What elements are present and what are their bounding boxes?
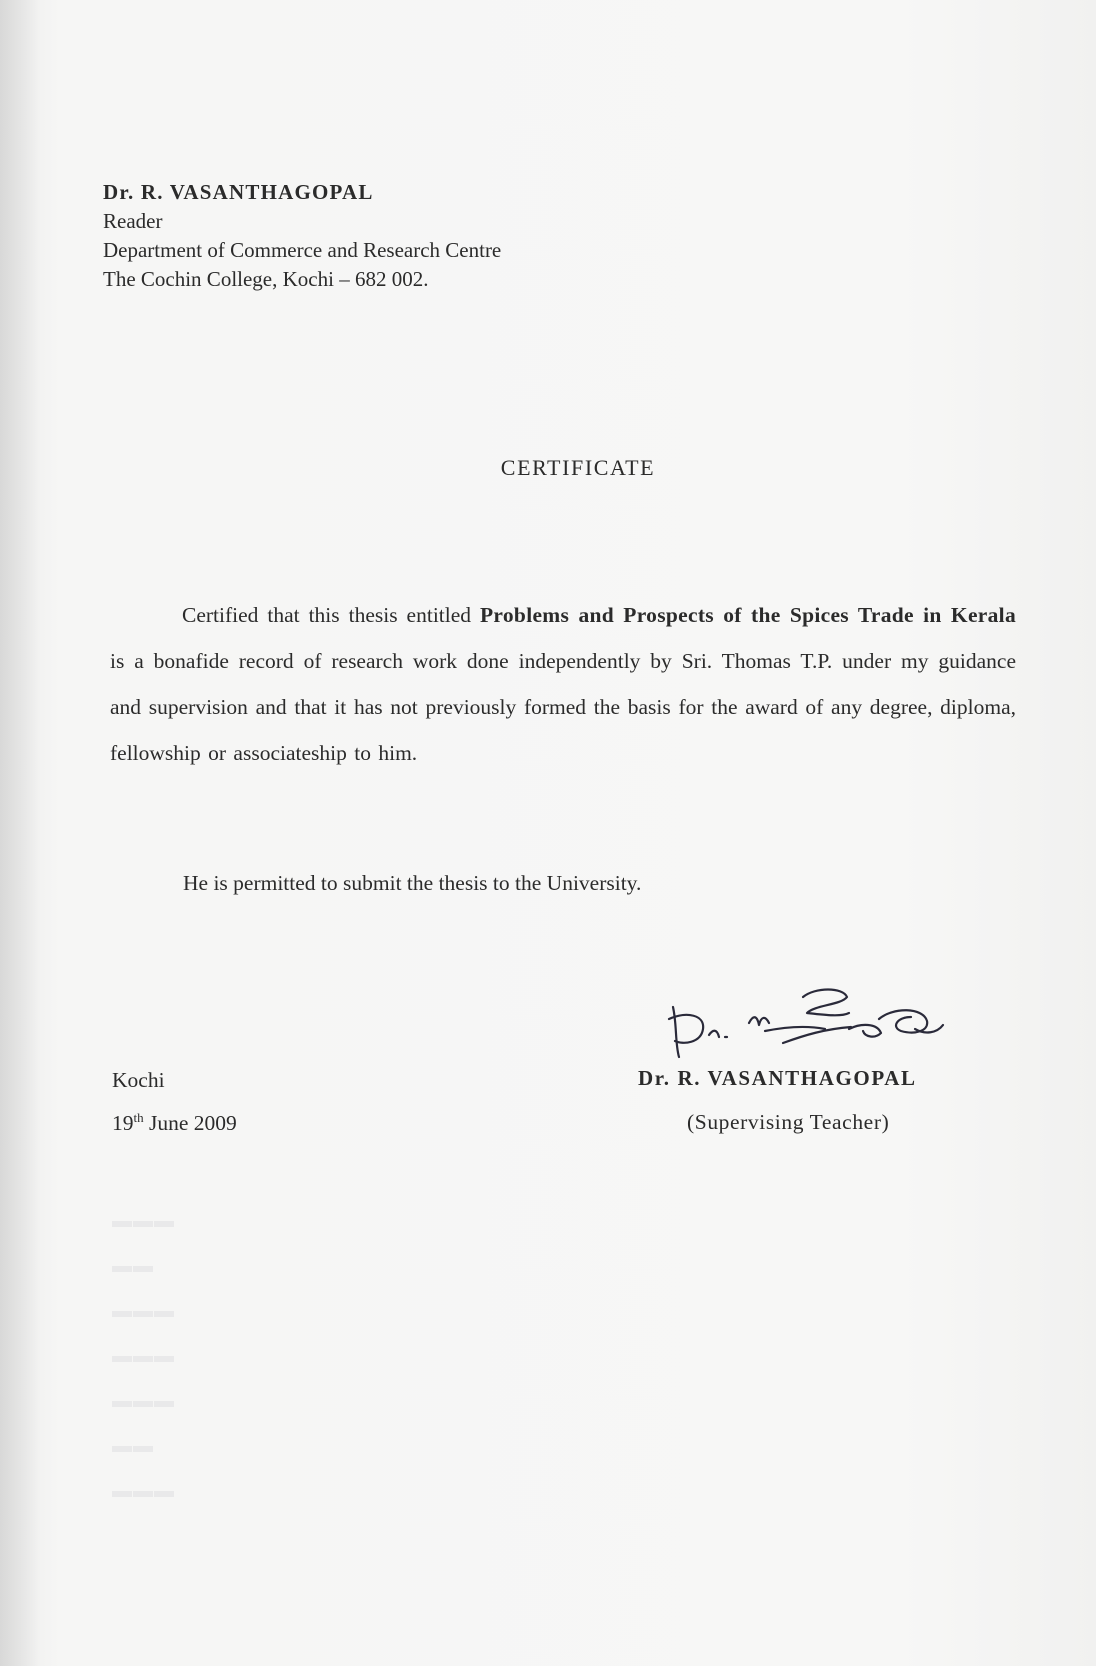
bleed-through-mark: ▬▬ <box>112 1255 154 1277</box>
author-department: Department of Commerce and Research Centre <box>103 238 502 262</box>
place: Kochi <box>112 1068 165 1092</box>
author-institution: The Cochin College, Kochi – 682 002. <box>103 267 429 291</box>
thesis-title: Problems and Prospects of the Spices Trade in Kerala <box>480 603 1017 627</box>
bleed-through-mark: ▬▬▬ <box>112 1390 175 1412</box>
letterhead <box>103 178 501 294</box>
paragraph-rest: is a bonafide record of research work done independently by Sri. Thomas T.P. under my guidance and supervision and that it has not previously formed the basis for the award of any degree, diploma, fellowship or associateship to him. <box>110 649 1016 765</box>
permission-statement: He is permitted to submit the thesis to the University. <box>183 871 642 895</box>
bleed-through-mark: ▬▬▬ <box>112 1210 175 1232</box>
date-suffix: th <box>133 1110 144 1125</box>
signatory-name: Dr. R. VASANTHAGOPAL <box>638 1066 917 1090</box>
date-rest: June 2009 <box>143 1111 237 1136</box>
certificate-paragraph <box>110 592 1016 776</box>
document-title: CERTIFICATE <box>500 455 656 480</box>
binding-shadow <box>0 0 40 1666</box>
bleed-through-mark: ▬▬▬ <box>112 1480 175 1502</box>
date <box>112 1110 237 1136</box>
paragraph-lead: Certified that this thesis entitled <box>182 603 480 627</box>
author-name: Dr. R. VASANTHAGOPAL <box>103 180 374 204</box>
handwritten-signature <box>665 985 950 1065</box>
date-day: 19 <box>112 1111 134 1136</box>
bleed-through-mark: ▬▬▬ <box>112 1345 175 1367</box>
bleed-through-mark: ▬▬▬ <box>112 1300 175 1322</box>
author-designation: Reader <box>103 209 163 233</box>
bleed-through-mark: ▬▬ <box>112 1435 154 1457</box>
signatory-role: (Supervising Teacher) <box>687 1110 890 1134</box>
